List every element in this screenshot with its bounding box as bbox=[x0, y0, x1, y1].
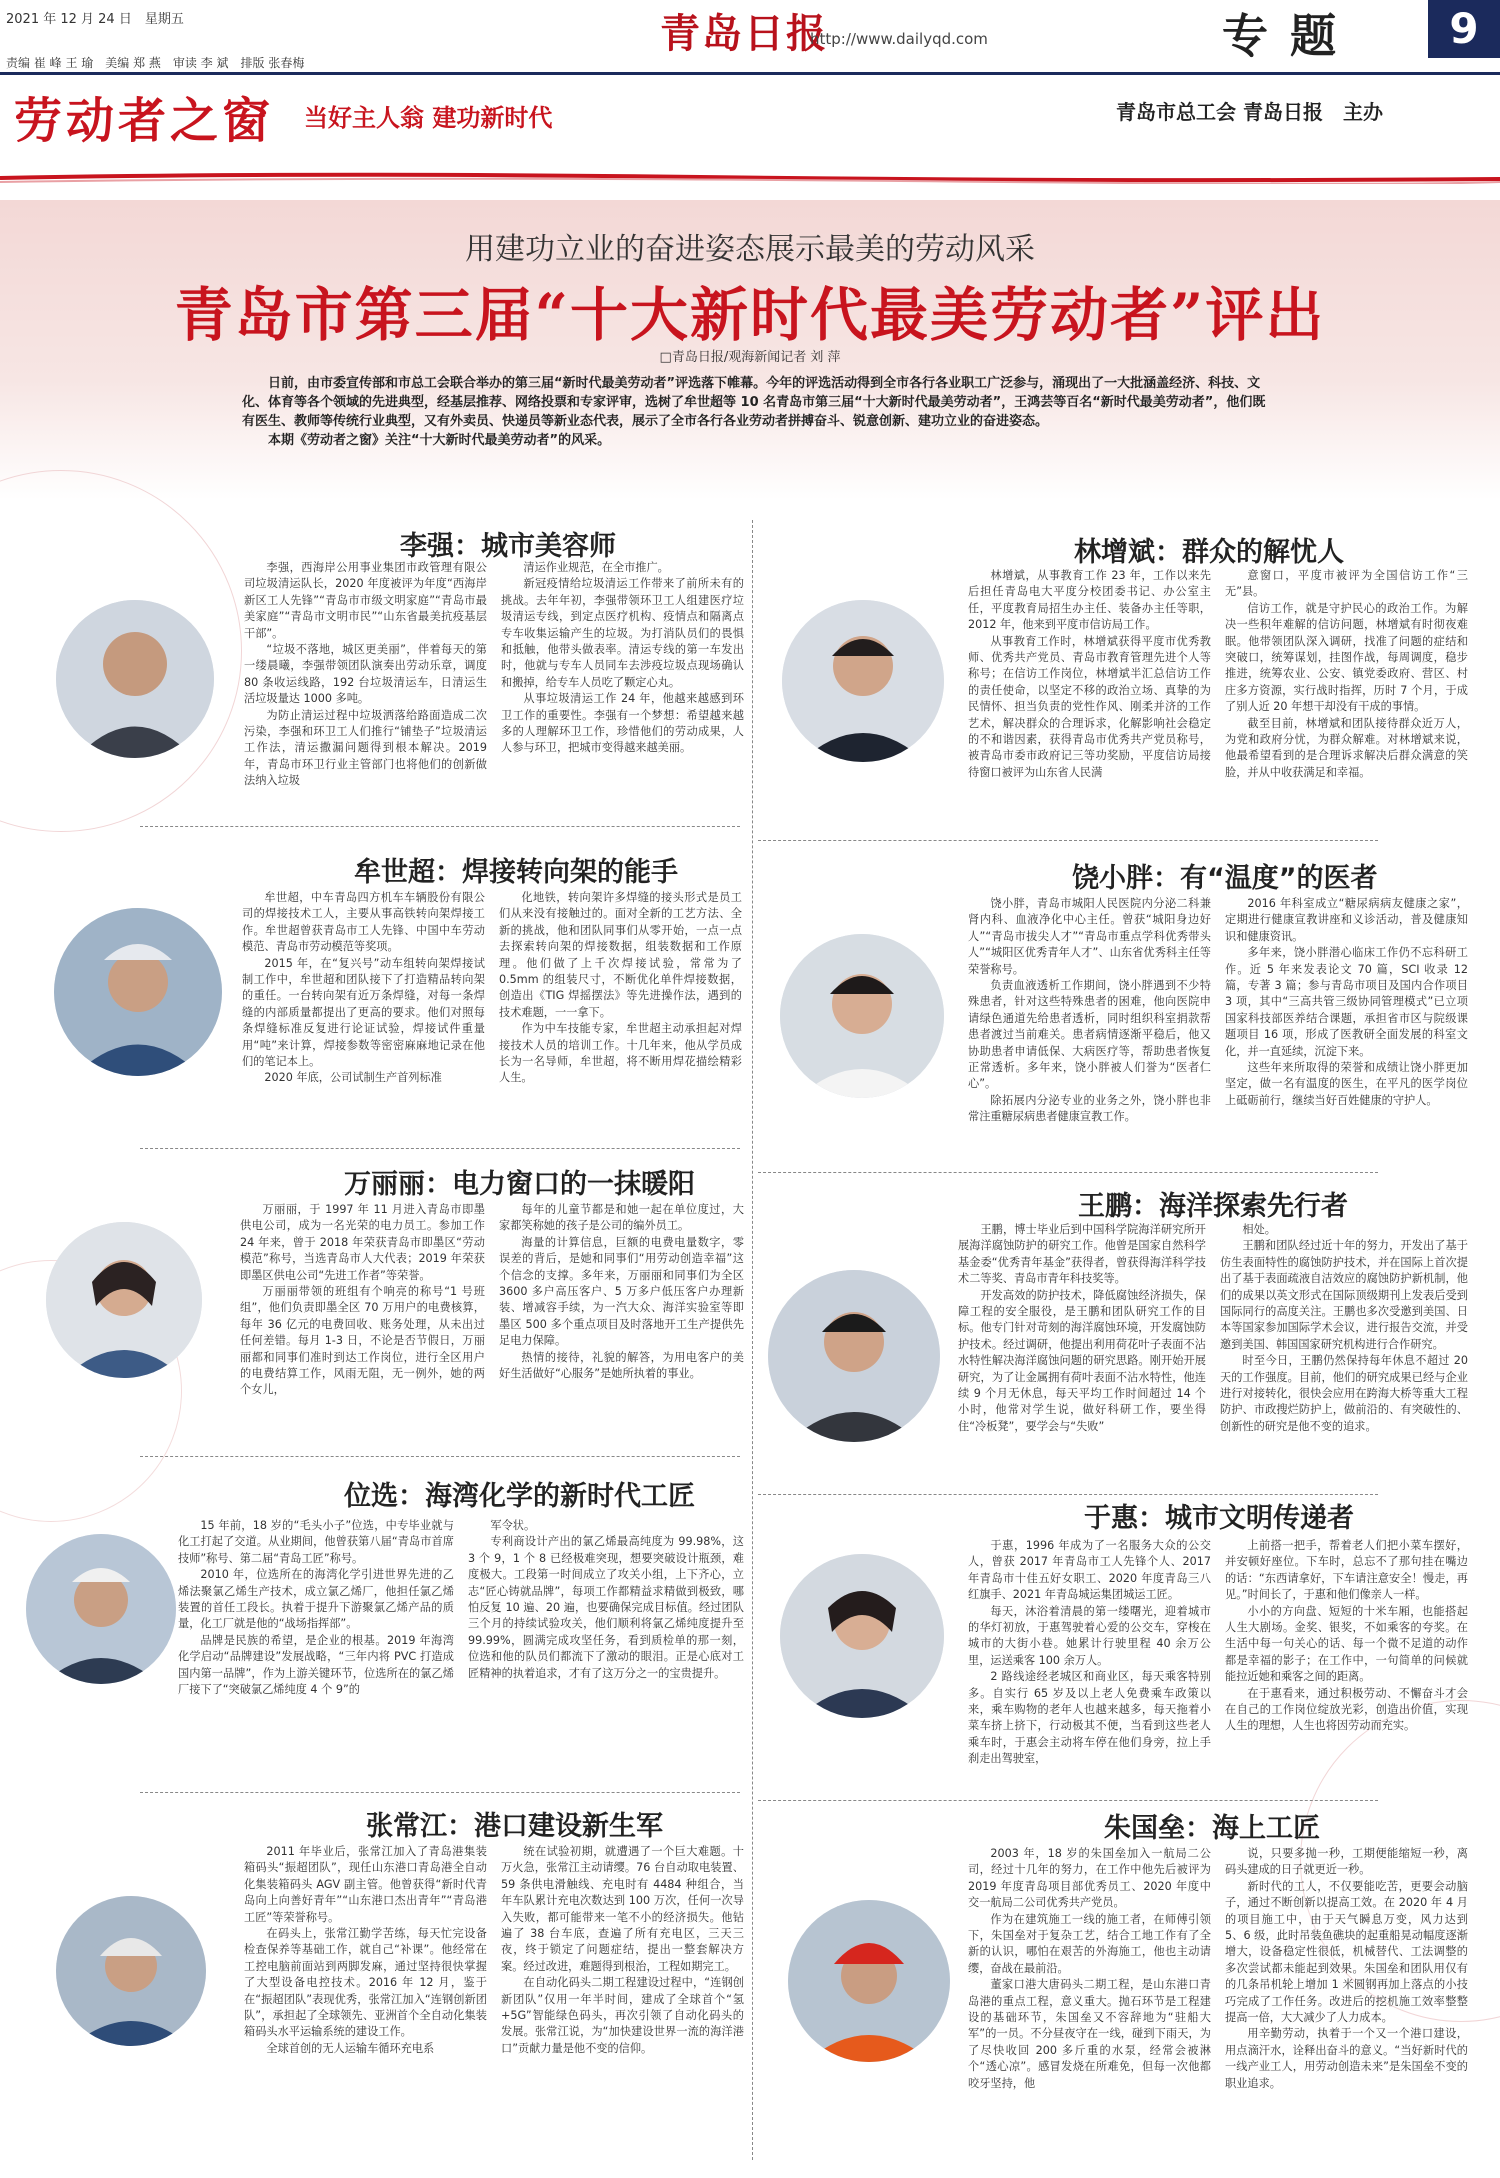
intro-paragraph: 本期《劳动者之窗》关注“十大新时代最美劳动者”的风采。 bbox=[268, 433, 611, 448]
masthead-rule bbox=[0, 72, 1500, 75]
profile-name: 牟世超 bbox=[354, 857, 435, 888]
profile-photo bbox=[768, 1270, 940, 1442]
profile-title: 城市文明传递者 bbox=[1165, 1503, 1354, 1534]
profile-column bbox=[499, 1202, 744, 1452]
profile-name: 于惠 bbox=[1084, 1503, 1138, 1534]
column-slogan: 当好主人翁 建功新时代 bbox=[304, 104, 553, 132]
divider bbox=[758, 1800, 1378, 1801]
paragraph: 李强，西海岸公用事业集团市政管理有限公司垃圾清运队长，2020 年度被评为年度“西海岸新区工人先锋”“青岛市市级文明家庭”“青岛市最美家庭”“青岛市文明市民”“山东省最美抗疫基层干部”。 bbox=[244, 561, 487, 640]
profile-heading: 朱国垒：海上工匠 bbox=[1104, 1813, 1320, 1844]
editor-credits: 责编 崔 峰 王 瑜 美编 郑 燕 审读 李 斌 排版 张春梅 bbox=[6, 56, 305, 70]
profile-title: 海湾化学的新时代工匠 bbox=[425, 1481, 695, 1512]
paragraph: 品牌是民族的希望，是企业的根基。2019 年海湾化学启动“品牌建设”发展战略，“三年内将 PVC 打造成国内第一品牌”，作为上游关键环节，位选所在的氯乙烯厂接下了“突破氯乙烯纯度 4 个 9”的 bbox=[178, 1633, 454, 1697]
page-number: 9 bbox=[1428, 0, 1500, 58]
profile-body bbox=[958, 1222, 1468, 1484]
profile-name: 林增斌 bbox=[1074, 537, 1155, 568]
profile-title: 焊接转向架的能手 bbox=[462, 857, 678, 888]
profile-column bbox=[1220, 1222, 1468, 1484]
paragraph: 除拓展内分泌专业的业务之外，饶小胖也非常注重糖尿病患者健康宣教工作。 bbox=[968, 1093, 1211, 1124]
paragraph: 军令状。 bbox=[490, 1519, 536, 1532]
paragraph: 董家口港大唐码头二期工程，是山东港口青岛港的重点工程，意义重大。抛石环节是工程建设的基础环节，朱国垒又不容辞地为“驻船大军”的一员。不分昼夜守在一线，碰到下雨天，为了尽快收回 200 多斤重的水泵，经常会被淋个“透心凉”。感冒发烧在所难免，但每一次他都咬牙坚持，他 bbox=[968, 1978, 1211, 2090]
profile-body bbox=[240, 1202, 744, 1452]
column-banner bbox=[0, 76, 1500, 200]
profile-heading: 张常江：港口建设新生军 bbox=[366, 1811, 663, 1842]
profile-title: 海上工匠 bbox=[1212, 1813, 1320, 1844]
profile-photo bbox=[780, 934, 944, 1098]
paragraph: 2010 年，位选所在的海湾化学引进世界先进的乙烯法聚氯乙烯生产技术，成立氯乙烯厂，他担任氯乙烯装置的首任工段长。执着于提升下游聚氯乙烯产品的质量，化工厂就是他的“战场指挥部”。 bbox=[178, 1568, 454, 1631]
paragraph: 2 路线途经老城区和商业区，每天乘客特别多。自实行 65 岁及以上老人免费乘车政策以来，乘车购物的老年人也越来越多，每天拖着小菜车挤上挤下，行动极其不便，当看到这些老人乘车时，于惠会主动将车停在他们身旁，拉上手刹走出驾驶室， bbox=[968, 1670, 1211, 1766]
divider bbox=[140, 1148, 740, 1149]
profile-column bbox=[501, 1844, 744, 2164]
profile-column bbox=[468, 1518, 744, 1798]
profile-heading: 李强：城市美容师 bbox=[400, 531, 616, 562]
paragraph: 饶小胖，青岛市城阳人民医院内分泌二科兼肾内科、血液净化中心主任。曾获“城阳身边好人”“青岛市拔尖人才”“青岛市重点学科优秀带头人”“城阳区优秀青年人才”、山东省优秀科主任等荣誉称号。 bbox=[968, 897, 1211, 976]
profile-column bbox=[968, 568, 1211, 834]
paragraph: 2003 年，18 岁的朱国垒加入一航局二公司，经过十几年的努力，在工作中他先后被评为 2019 年度青岛项目部优秀员工、2020 年度中交一航局二公司优秀共产党员。 bbox=[968, 1847, 1211, 1910]
profile-body bbox=[244, 1844, 744, 2164]
profile-name: 王鹏 bbox=[1078, 1191, 1132, 1222]
paragraph: 清运作业规范，在全市推广。 bbox=[523, 561, 669, 574]
profile-name: 张常江 bbox=[366, 1811, 447, 1842]
profile-photo bbox=[26, 1534, 176, 1684]
section-name: 专题 bbox=[1222, 9, 1358, 63]
divider bbox=[758, 1172, 1378, 1173]
banner-swoosh bbox=[0, 172, 1500, 184]
paragraph: 万丽丽带领的班组有个响亮的称号“1 号班组”，他们负责即墨全区 70 万用户的电费核算，每年 36 亿元的电费回收、账务处理，从未出过任何差错。每月 1-3 日，不论是否节假日，万丽丽都和同事们准时到达工作岗位，进行全区用户的电费结算工作，风雨无阻，无一例外，她的两个女儿， bbox=[240, 1285, 485, 1397]
article-subheadline: 用建功立业的奋进姿态展示最美的劳动风采 bbox=[465, 232, 1035, 267]
profile-photo bbox=[782, 600, 944, 762]
profile-photo bbox=[46, 1222, 202, 1378]
profile-body bbox=[244, 560, 744, 844]
profile-raoxiaopang bbox=[758, 852, 1478, 1162]
paragraph: 意窗口，平度市被评为全国信访工作“三无”县。 bbox=[1225, 569, 1468, 599]
issue-date: 2021 年 12 月 24 日 星期五 bbox=[6, 12, 184, 27]
paragraph: 在自动化码头二期工程建设过程中，“连钢创新团队”仅用一年半时间，建成了全球首个“氢+5G”智能绿色码头，再次引领了自动化码头的发展。张常江说，为“加快建设世界一流的海洋港口”贡献力量是他不变的信仰。 bbox=[501, 1976, 744, 2055]
profile-body bbox=[242, 890, 742, 1154]
paragraph: 相处。 bbox=[1242, 1223, 1276, 1236]
profile-photo bbox=[54, 908, 222, 1076]
paragraph: 时至今日，王鹏仍然保持每年休息不超过 20 天的工作强度。目前，他们的研究成果已经与企业进行对接转化，很快会应用在跨海大桥等重大工程防护、市政搜烂防护上，做前沿的、有突破性的、创新性的研究是他不变的追求。 bbox=[1220, 1354, 1468, 1433]
profile-column bbox=[178, 1518, 454, 1798]
intro-paragraph: 日前，由市委宣传部和市总工会联合举办的第三届“新时代最美劳动者”评选落下帷幕。今年的评选活动得到全市各行各业职工广泛参与，涌现出了一大批涵盖经济、科技、文化、体育等各个领域的先进典型，经基层推荐、网络投票和专家评审，选树了牟世超等 10 名青岛市第三届“十大新时代最美劳动者”，王鸿芸等百名“新时代最美劳动者”，他们既有医生、教师等传统行业典型，又有外卖员、快递员等新业态代表，展示了全市各行各业劳动者拼搏奋斗、锐意创新、建功立业的奋进姿态。 bbox=[242, 376, 1266, 429]
paragraph: 多年来，饶小胖潜心临床工作仍不忘科研工作。近 5 年来发表论文 70 篇，SCI 收录 12 篇，专著 3 篇；参与青岛市项目及国内合作项目 3 项，其中“三高共管三级协同管理模式”已立项国家科技部医养结合课题，承担省市区与院级课题项目 16 项，形成了医教研全面发展的科室文化，并一直延续，沉淀下来。 bbox=[1225, 946, 1468, 1058]
paragraph: 每年的儿童节都是和她一起在单位度过，大家都笑称她的孩子是公司的编外员工。 bbox=[499, 1203, 744, 1233]
profile-heading: 牟世超：焊接转向架的能手 bbox=[354, 857, 678, 888]
profile-name: 李强 bbox=[400, 531, 454, 562]
profile-heading: 王鹏：海洋探索先行者 bbox=[1078, 1191, 1348, 1222]
paragraph: 专利商设计产出的氯乙烯最高纯度为 99.98%，这 3 个 9，1 个 8 已经极难突现，想要突破设计瓶颈，难度极大。工段第一时间成立了攻关小组，上下齐心，立志“匠心铸就品牌”，每项工作都精益求精做到极致，哪怕反复 10 遍、20 遍，也要确保完成目标值。经过团队三个月的持续试验攻关，他们顺利将氯乙烯纯度提升至 99.99%，圆满完成攻坚任务，看到质检单的那一刻，位选和他的队员们都流下了激动的眼泪。正是心底对工匠精神的执着追求，才有了这万分之一的宝贵提升。 bbox=[468, 1535, 744, 1680]
paragraph: 海量的计算信息，巨额的电费电量数字，零误差的背后，是她和同事们“用劳动创造幸福”这个信念的支撑。多年来，万丽丽和同事们为全区 3600 多户高压客户、5 万多户低压客户办理新装、增减容手续，为一汽大众、海洋实验室等即墨区 500 多个重点项目及时落地开工生产提供先足电力保障。 bbox=[499, 1235, 744, 1348]
profile-column bbox=[968, 1846, 1211, 2166]
profile-name: 位选 bbox=[344, 1481, 398, 1512]
profile-title: 群众的解忧人 bbox=[1182, 537, 1344, 568]
paragraph: 从事垃圾清运工作 24 年，他越来越感到环卫工作的重要性。李强有一个梦想：希望越来越多的人理解环卫工作，珍惜他们的劳动成果，人人参与环卫，把城市变得越来越美丽。 bbox=[501, 692, 744, 755]
paragraph: 林增斌，从事教育工作 23 年，工作以来先后担任青岛电大平度分校团委书记、办公室主任，平度教育局招生办主任、装备办主任等职，2012 年，他来到平度市信访局工作。 bbox=[968, 569, 1211, 632]
profile-body bbox=[968, 896, 1468, 1156]
profile-photo bbox=[780, 1554, 944, 1718]
profile-wanlili bbox=[44, 1158, 750, 1458]
profile-heading: 林增斌：群众的解忧人 bbox=[1074, 537, 1344, 568]
paragraph: 热情的接待，礼貌的解答，为用电客户的美好生活做好“心服务”是她所执着的事业。 bbox=[499, 1350, 744, 1381]
divider bbox=[758, 840, 1378, 841]
profile-body bbox=[968, 1846, 1468, 2166]
profile-column bbox=[1225, 1538, 1468, 1798]
profile-heading: 万丽丽：电力窗口的一抹暖阳 bbox=[344, 1169, 695, 1200]
paragraph: 作为中车技能专家，牟世超主动承担起对焊接技术人员的培训工作。十几年来，他从学员成长为一名导师，牟世超，将不断用焊花描绘精彩人生。 bbox=[499, 1022, 742, 1085]
paragraph: 2011 年毕业后，张常江加入了青岛港集装箱码头“振超团队”，现任山东港口青岛港全自动化集装箱码头 AGV 副主管。他曾获得“新时代青岛向上向善好青年”“山东港口杰出青年”“青岛港工匠”等荣誉称号。 bbox=[244, 1845, 487, 1924]
profile-title: 有“温度”的医者 bbox=[1180, 863, 1378, 894]
profile-weixuan bbox=[44, 1474, 750, 1804]
paragraph: 王鹏，博士毕业后到中国科学院海洋研究所开展海洋腐蚀防护的研究工作。他曾是国家自然科学基金委“优秀青年基金”获得者，曾获得海洋科学技术二等奖、青岛市青年科技奖等。 bbox=[958, 1223, 1206, 1286]
profile-photo bbox=[56, 1896, 206, 2046]
profile-heading: 于惠：城市文明传递者 bbox=[1084, 1503, 1354, 1534]
paragraph: 负责血液透析工作期间，饶小胖遇到不少特殊患者，针对这些特殊患者的困难，他向医院申请绿色通道先给患者透析，同时组织科室捐款帮患者渡过当前难关。患者病情逐渐平稳后，他又协助患者申请低保、大病医疗等，帮助患者恢复正常透析。多年来，饶小胖被人们誉为“医者仁心”。 bbox=[968, 979, 1211, 1091]
profile-body bbox=[178, 1518, 744, 1798]
divider bbox=[140, 1456, 740, 1457]
profile-body bbox=[968, 568, 1468, 834]
profile-column bbox=[1225, 568, 1468, 834]
newspaper-logo: 青岛日报 bbox=[660, 10, 828, 57]
paragraph: 2015 年，在“复兴号”动车组转向架焊接试制工作中，牟世超和团队接下了打造精品转向架的重任。一台转向架有近万条焊缝，对每一条焊缝的内部质量都提出了更高的要求。他们对照每条焊缝标准反复进行论证试验，焊接试件重量用“吨”来计算，焊接参数等密密麻麻地记录在他们的笔记本上。 bbox=[242, 956, 485, 1069]
paragraph: 为防止清运过程中垃圾洒落给路面造成二次污染，李强和环卫工人们推行“铺垫子”垃圾清运工作法，清运撒漏问题得到根本解决。2019 年，青岛市环卫行业主管部门也将他们的创新做法纳入垃圾 bbox=[244, 708, 487, 788]
paragraph: “垃圾不落地，城区更美丽”，伴着每天的第一缕晨曦，李强带领团队演奏出劳动乐章，调度 80 条收运线路，192 台垃圾清运车，日清运生活垃圾量达 1000 多吨。 bbox=[244, 643, 487, 706]
profile-name: 饶小胖 bbox=[1072, 863, 1153, 894]
article-headline: 青岛市第三届“十大新时代最美劳动者”评出 bbox=[174, 281, 1326, 349]
paragraph: 2016 年科室成立“糖尿病病友健康之家”，定期进行健康宣教讲座和义诊活动，普及健康知识和健康资讯。 bbox=[1225, 897, 1468, 943]
profile-column bbox=[240, 1202, 485, 1452]
paragraph: 15 年前，18 岁的“毛头小子”位选，中专毕业就与化工打起了交道。从业期间，他曾获第八届“青岛市首席技师”称号、第二届“青岛工匠”称号。 bbox=[178, 1519, 454, 1565]
profile-title: 港口建设新生军 bbox=[474, 1811, 663, 1842]
profile-body bbox=[968, 1538, 1468, 1798]
divider bbox=[140, 826, 740, 827]
profile-column bbox=[244, 1844, 487, 2164]
profile-column bbox=[958, 1222, 1206, 1484]
paragraph: 统在试验初期，就遭遇了一个巨大难题。十万火急，张常江主动请缨。76 台自动取电装置、59 条供电滑触线、充电时有 4484 种组合，当年车队累计充电次数达到 100 万次，任何一次导入失败，都可能带来一笔不小的经济损失。他钻遍了 38 台车底，查遍了所有充电区，三天三夜，终于锁定了问题症结，提出一整套解决方案。经过改进，难题得到根治，工程如期完工。 bbox=[501, 1845, 744, 1973]
paragraph: 王鹏和团队经过近十年的努力，开发出了基于仿生表面特性的腐蚀防护技术，并在国际上首次提出了基于表面疏液自洁效应的腐蚀防护新机制，他们的成果以英文形式在国际顶级期刊上发表后受到国际同行的高度关注。王鹏也多次受邀到美国、日本等国家参加国际学术会议，进行报告交流，并受邀到美国、韩国国家研究机构进行合作研究。 bbox=[1220, 1239, 1468, 1351]
profile-column bbox=[1225, 1846, 1468, 2166]
profile-zhangchangjiang bbox=[44, 1800, 750, 2170]
article-intro bbox=[242, 374, 1272, 450]
paragraph: 开发高效的防护技术，降低腐蚀经济损失，保障工程的安全服役，是王鹏和团队研究工作的目标。他专门针对苛刻的海洋腐蚀环境，开发腐蚀防护技术。经过调研，他提出利用荷花叶子表面不沾水特性解决海洋腐蚀问题的研究思路。刚开始开展研究，为了让金属拥有荷叶表面不沾水特性，他连续 9 个月无休息，每天平均工作时间超过 14 个小时，他常对学生说，做好科研工作，要坐得住“冷板凳”，要学会与“失败” bbox=[958, 1288, 1206, 1433]
profile-column bbox=[244, 560, 487, 844]
column-sponsor: 青岛市总工会 青岛日报 主办 bbox=[1116, 100, 1383, 124]
profile-linzengbin bbox=[758, 530, 1478, 842]
paragraph: 于惠，1996 年成为了一名服务大众的公交人，曾获 2017 年青岛市工人先锋个人、2017 年青岛市十佳五好女职工、2020 年度青岛三八红旗手、2021 年青岛城运集团城运工匠。 bbox=[968, 1539, 1211, 1602]
paragraph: 说，只要多抛一秒，工期便能缩短一秒，离码头建成的日子就更近一秒。 bbox=[1225, 1847, 1468, 1877]
profile-moushichao bbox=[44, 850, 750, 1160]
paragraph: 作为在建筑施工一线的施工者，在师傅引领下，朱国垒对于复杂工艺，结合工地工作有了全新的认识，哪怕在艰苦的外海施工，他也主动请缨，奋战在最前沿。 bbox=[968, 1912, 1211, 1975]
profile-name: 万丽丽 bbox=[344, 1169, 425, 1200]
paragraph: 信访工作，就是守护民心的政治工作。为解决一些积年难解的信访问题，林增斌有时彻夜难眠。他带领团队深入调研，找准了问题的症结和突破口，统筹谋划，挂图作战，每周调度，稳步推进，统筹农业、公安、镇党委政府、营区、村庄多方资源，实行战时指挥，历时 7 个月，于成了别人近 20 年想干却没有干成的事情。 bbox=[1225, 601, 1468, 714]
paragraph: 每天，沐浴着清晨的第一缕曙光，迎着城市的华灯初放，于惠驾驶着心爱的公交车，穿梭在城市的大街小巷。她累计行驶里程 40 余万公里，运送乘客 100 余万人。 bbox=[968, 1604, 1211, 1667]
paragraph: 在码头上，张常江勤学苦练，每天忙完设备检查保养等基础工作，就自己“补课”。他经常在工控电脑前面站到两脚发麻，通过坚持很快掌握了大型设备电控技术。2016 年 12 月，鉴于在“振超团队”表现优秀，张常江加入“连钢创新团队”，承担起了全球领先、亚洲首个全自动化集装箱码头水平运输系统的建设工作。 bbox=[244, 1927, 487, 2039]
article-byline: □青岛日报/观海新闻记者 刘 萍 bbox=[659, 350, 841, 365]
newspaper-url[interactable]: http://www.dailyqd.com bbox=[810, 30, 988, 48]
paragraph: 化地铁，转向架许多焊缝的接头形式是员工们从来没有接触过的。面对全新的工艺方法、全新的挑战，他和团队同事们从零开始，一点一点去探索转向架的焊接数据，组装数据和工作原理。他们做了上千次焊接试验，常常为了 0.5mm 的组装尺寸，不断优化单件焊接数据，创造出《TIG 焊摇摆法》等先进操作法，遇到的技术难题，一一拿下。 bbox=[499, 891, 742, 1019]
profile-column bbox=[968, 1538, 1211, 1798]
paragraph: 用辛勤劳动，执着于一个又一个港口建设，用点滴汗水，诠释出奋斗的意义。“当好新时代的一线产业工人，用劳动创造未来”是朱国垒不变的职业追求。 bbox=[1225, 2027, 1468, 2090]
profile-title: 海洋探索先行者 bbox=[1159, 1191, 1348, 1222]
divider bbox=[140, 1792, 740, 1793]
profile-title: 电力窗口的一抹暖阳 bbox=[452, 1169, 695, 1200]
paragraph: 新时代的工人，不仅要能吃苦，更要会动脑子，通过不断创新以提高工效。在 2020 年 4 月的项目施工中，由于天气瞬息万变，风力达到 5、6 级，此时吊装鱼礁块的起重船晃动幅度逐渐增大，设备稳定性很低，机械替代、工法调整的多次尝试都未能起到效果。朱国垒和团队用仅有的几条吊机轮上增加 1 米圆钢再加上落点的小技巧完成了工作任务。改进后的挖机施工效率整整提高一倍，大大减少了人力成本。 bbox=[1225, 1879, 1468, 2025]
paragraph: 2020 年底，公司试制生产首列标准 bbox=[264, 1071, 442, 1085]
masthead bbox=[0, 0, 1500, 74]
paragraph: 新冠疫情给垃圾清运工作带来了前所未有的挑战。去年年初，李强带领环卫工人组建医疗垃圾清运专线，到定点医疗机构、疫情点和隔离点专车收集运输产生的垃圾。为打消队员们的畏惧和抵触，他带头做表率。清运专线的第一车发出时，他就与专车人员同车去涉疫垃圾点现场确认和搬掉，给专车人员吃了颗定心丸。 bbox=[501, 577, 744, 689]
profile-photo bbox=[56, 600, 214, 758]
column-title: 劳动者之窗 bbox=[14, 93, 275, 149]
profile-heading: 饶小胖：有“温度”的医者 bbox=[1072, 863, 1378, 894]
profile-column bbox=[1225, 896, 1468, 1156]
paragraph: 在于惠看来，通过积极劳动、不懈奋斗才会在自己的工作岗位绽放光彩，创造出价值，实现人生的理想，人生也将因劳动而充实。 bbox=[1225, 1686, 1468, 1733]
paragraph: 全球首创的无人运输车循环充电系 bbox=[266, 2041, 435, 2055]
profile-column bbox=[242, 890, 485, 1154]
profile-heading: 位选：海湾化学的新时代工匠 bbox=[344, 1481, 695, 1512]
profile-column bbox=[968, 896, 1211, 1156]
paragraph: 截至目前，林增斌和团队接待群众近万人，为党和政府分忧，为群众解难。对林增斌来说，他最希望看到的是合理诉求解决后群众满意的笑脸，并从中收获满足和幸福。 bbox=[1225, 716, 1468, 779]
paragraph: 小小的方向盘、短短的十米车厢，也能搭起人生大剧场。金奖、银奖，不如乘客的夸奖。在生活中每一句关心的话、每一个微不足道的动作都是幸福的影子；在工作中，一句简单的问候就能拉近她和乘客之间的距离。 bbox=[1225, 1604, 1468, 1684]
paragraph: 从事教育工作时，林增斌获得平度市优秀教师、优秀共产党员、青岛市教育管理先进个人等称号；在信访工作岗位，林增斌半汇总信访工作的责任使命，以坚定不移的政治立场、真挚的为民情怀、担当负责的党性作风、刚柔并济的工作艺术，解决群众的合理诉求，化解影响社会稳定的不和谐因素，获得青岛市优秀共产党员称号，被青岛市委市政府记三等功奖励，平度信访局接待窗口被评为山东省人民满 bbox=[968, 634, 1211, 779]
profile-photo bbox=[788, 1900, 950, 2062]
profile-title: 城市美容师 bbox=[481, 531, 616, 562]
profile-liqiang bbox=[44, 520, 750, 840]
paragraph: 万丽丽，于 1997 年 11 月进入青岛市即墨供电公司，成为一名光荣的电力员工。参加工作 24 年来，曾于 2018 年荣获青岛市即墨区“劳动模范”称号，当选青岛市人大代表；2019 年荣获即墨区供电公司“先进工作者”等荣誉。 bbox=[240, 1203, 485, 1282]
profile-column bbox=[501, 560, 744, 844]
profile-wangpeng bbox=[758, 1178, 1478, 1488]
profile-yuhui bbox=[758, 1494, 1478, 1804]
paragraph: 上前搭一把手，帮着老人们把小菜车摆好，并安顿好座位。下车时，总忘不了那句挂在嘴边的话：“东西请拿好，下车请注意安全！慢走，再见。”时间长了，于惠和他们像亲人一样。 bbox=[1225, 1539, 1468, 1602]
paragraph: 这些年来所取得的荣誉和成绩让饶小胖更加坚定，做一名有温度的医生，在平凡的医学岗位上砥砺前行，继续当好百姓健康的守护人。 bbox=[1225, 1061, 1468, 1107]
profile-zhuguolei bbox=[758, 1806, 1478, 2172]
paragraph: 牟世超，中车青岛四方机车车辆股份有限公司的焊接技术工人，主要从事高铁转向架焊接工作。牟世超曾获青岛市工人先锋、中国中车劳动模范、青岛市劳动模范等奖项。 bbox=[242, 891, 485, 954]
profile-column bbox=[499, 890, 742, 1154]
profile-name: 朱国垒 bbox=[1104, 1813, 1185, 1844]
column-divider bbox=[752, 520, 753, 2160]
